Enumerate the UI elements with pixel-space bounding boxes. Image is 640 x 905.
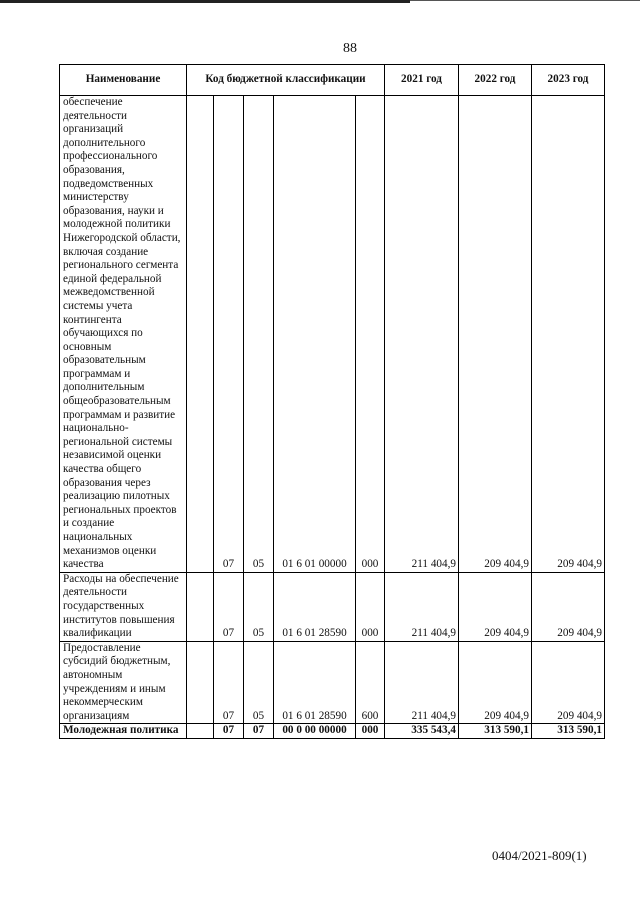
value-2022: 209 404,9	[459, 641, 532, 724]
header-code: Код бюджетной классификации	[187, 65, 385, 96]
value-2022: 209 404,9	[459, 96, 532, 573]
code-col-1	[187, 724, 214, 739]
header-2021: 2021 год	[385, 65, 459, 96]
table-row	[60, 641, 605, 724]
code-target: 01 6 01 00000	[274, 96, 356, 573]
table-row	[60, 724, 605, 739]
row-name: Предоставление субсидий бюджетным, автономным учреждениям и иным некоммерческим организациям	[60, 641, 187, 724]
code-col-1	[187, 96, 214, 573]
code-col-1	[187, 572, 214, 641]
value-2021: 211 404,9	[385, 641, 459, 724]
code-subsection: 05	[244, 96, 274, 573]
code-subsection: 07	[244, 724, 274, 739]
scan-top-edge	[0, 0, 410, 3]
value-2023: 209 404,9	[532, 96, 605, 573]
code-section: 07	[214, 96, 244, 573]
value-2021: 335 543,4	[385, 724, 459, 739]
code-subsection: 05	[244, 641, 274, 724]
code-subsection: 05	[244, 572, 274, 641]
value-2023: 313 590,1	[532, 724, 605, 739]
code-expense-type: 000	[356, 724, 385, 739]
budget-table	[59, 64, 605, 739]
code-section: 07	[214, 724, 244, 739]
code-target: 01 6 01 28590	[274, 572, 356, 641]
value-2021: 211 404,9	[385, 96, 459, 573]
document-code: 0404/2021-809(1)	[492, 848, 587, 863]
table-row	[60, 572, 605, 641]
table-row	[60, 96, 605, 573]
value-2023: 209 404,9	[532, 641, 605, 724]
code-section: 07	[214, 572, 244, 641]
code-expense-type: 000	[356, 96, 385, 573]
row-name: Молодежная политика	[60, 724, 187, 739]
row-name: обеспечение деятельности организаций дополнительного профессионального образования, подведомственных министерству образования, науки и молодежной политики Нижегородской области, включая создание регионального сегмента единой федеральной межведомственной системы учета контингента обучающихся по основным образовательным программам и дополнительным общеобразовательным программам и развитие национально-региональной системы независимой оценки качества общего образования через реализацию пилотных региональных проектов и создание национальных механизмов оценки качества	[60, 96, 187, 573]
page-number: 88	[343, 41, 357, 56]
scan-top-edge-thin	[410, 0, 640, 1]
header-name: Наименование	[60, 65, 187, 96]
value-2022: 313 590,1	[459, 724, 532, 739]
code-expense-type: 000	[356, 572, 385, 641]
code-target: 00 0 00 00000	[274, 724, 356, 739]
row-name: Расходы на обеспечение деятельности государственных институтов повышения квалификации	[60, 572, 187, 641]
code-target: 01 6 01 28590	[274, 641, 356, 724]
table-header-row	[60, 65, 605, 96]
code-expense-type: 600	[356, 641, 385, 724]
code-col-1	[187, 641, 214, 724]
value-2023: 209 404,9	[532, 572, 605, 641]
code-section: 07	[214, 641, 244, 724]
value-2022: 209 404,9	[459, 572, 532, 641]
header-2022: 2022 год	[459, 65, 532, 96]
header-2023: 2023 год	[532, 65, 605, 96]
value-2021: 211 404,9	[385, 572, 459, 641]
